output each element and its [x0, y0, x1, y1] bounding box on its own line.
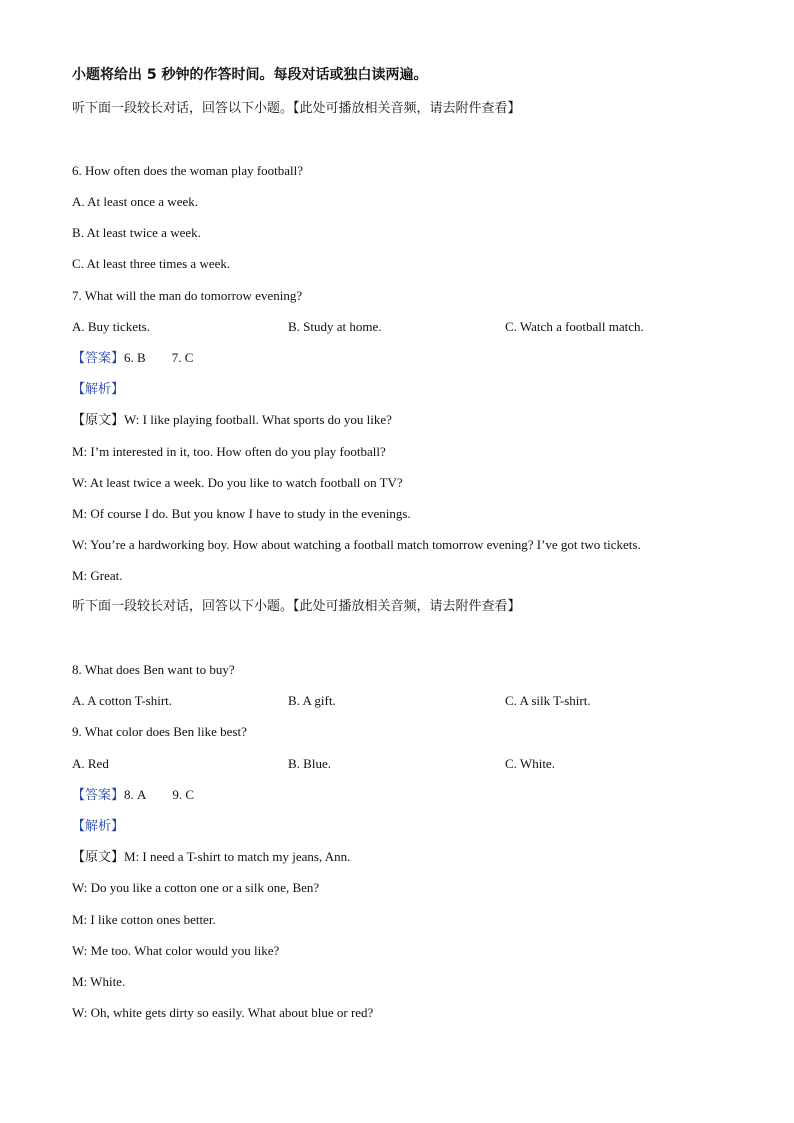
- instruction-intro: 小题将给出 5 秒钟的作答时间。每段对话或独白读两遍。: [72, 67, 428, 83]
- question-8-option-a: A. A cotton T-shirt.: [72, 693, 173, 708]
- question-9-option-c: C. White.: [505, 756, 555, 771]
- transcript-1-line-2: M: I’m interested in it, too. How often do you play football?: [72, 444, 386, 459]
- question-8-stem: 8. What does Ben want to buy?: [72, 662, 235, 677]
- listen-prompt-1: 听下面一段较长对话，回答以下小题。【此处可播放相关音频，请去附件查看】: [72, 101, 521, 116]
- analysis-block-2: [72, 817, 124, 836]
- answer-9: 9. C: [172, 787, 195, 802]
- question-6-option-b: B. At least twice a week.: [72, 225, 201, 240]
- analysis-block-1: [72, 380, 124, 399]
- analysis-tag: 【解析】: [72, 819, 125, 834]
- answer-block-2: [72, 786, 194, 805]
- transcript-tag: 【原文】: [72, 413, 125, 428]
- transcript-2-line-6: W: Oh, white gets dirty so easily. What about blue or red?: [72, 1005, 374, 1020]
- question-9-option-b: B. Blue.: [288, 756, 331, 771]
- question-8-option-c: C. A silk T-shirt.: [505, 693, 591, 708]
- transcript-2-line-4: W: Me too. What color would you like?: [72, 943, 280, 958]
- question-6-option-c: C. At least three times a week.: [72, 256, 231, 271]
- question-9-stem: 9. What color does Ben like best?: [72, 724, 247, 739]
- answer-8: 8. A: [124, 787, 147, 802]
- question-8-option-b: B. A gift.: [288, 693, 336, 708]
- answer-tag: 【答案】: [72, 351, 125, 366]
- transcript-1-line-3: W: At least twice a week. Do you like to watch football on TV?: [72, 475, 403, 490]
- transcript-2-line-1: 【原文】M: I need a T-shirt to match my jeans, Ann.: [72, 849, 351, 865]
- transcript-2-line-2: W: Do you like a cotton one or a silk one, Ben?: [72, 880, 320, 895]
- answer-6: 6. B: [124, 350, 146, 365]
- question-9-option-a: A. Red: [72, 756, 109, 771]
- question-6-stem: 6. How often does the woman play football?: [72, 163, 304, 178]
- analysis-tag: 【解析】: [72, 382, 125, 397]
- question-7-option-a: A. Buy tickets.: [72, 319, 150, 334]
- question-7-option-c: C. Watch a football match.: [505, 319, 644, 334]
- transcript-1-line-1: 【原文】W: I like playing football. What sports do you like?: [72, 412, 392, 428]
- answer-block-1: [72, 349, 193, 368]
- question-7-option-b: B. Study at home.: [288, 319, 382, 334]
- question-6-option-a: A. At least once a week.: [72, 194, 198, 209]
- transcript-2-line-3: M: I like cotton ones better.: [72, 912, 216, 927]
- answer-tag: 【答案】: [72, 788, 125, 803]
- transcript-2-line-5: M: White.: [72, 974, 126, 989]
- transcript-1-line-4: M: Of course I do. But you know I have to study in the evenings.: [72, 506, 411, 521]
- question-7-stem: 7. What will the man do tomorrow evening?: [72, 288, 303, 303]
- answer-7: 7. C: [171, 350, 194, 365]
- transcript-tag: 【原文】: [72, 850, 125, 865]
- transcript-1-line-5: W: You’re a hardworking boy. How about watching a football match tomorrow evening? I’ve got two tickets.: [72, 537, 641, 552]
- transcript-1-line-6: M: Great.: [72, 568, 123, 583]
- listen-prompt-2: 听下面一段较长对话，回答以下小题。【此处可播放相关音频，请去附件查看】: [72, 599, 521, 614]
